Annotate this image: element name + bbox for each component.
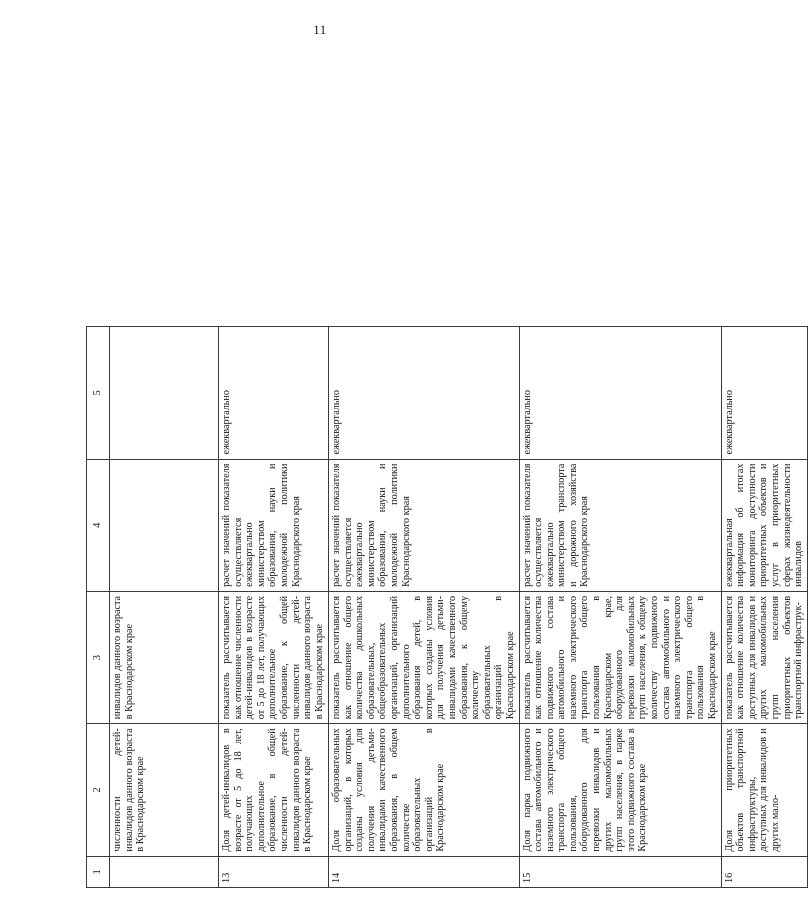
indicator-name: Доля парка подвижного состава автомобильного и наземного электрического транспорта общего пользования, оборудованного для перевозки инвалидов и других маломобильных групп населения, в парке этого подвижного состава в Краснодарском крае (519, 724, 721, 856)
calculation-method: показатель рассчитывается как отношение количества доступных для инвалидов и других маломобильных групп населения приоритетных объектов транспортной инфраструк- (721, 591, 807, 723)
table-row (329, 61, 520, 888)
data-source: расчет значений показателя осуществляется ежеквартально министерством транспорта и дорожного хозяйства Краснодарского края (519, 459, 721, 591)
table-row (721, 61, 807, 888)
periodicity: ежеквартально (329, 327, 520, 459)
periodicity (110, 327, 219, 459)
header-col-4: 4 (87, 459, 110, 591)
row-number: 16 (721, 856, 807, 887)
calculation-method: показатель рассчитывается как отношение количества подвижного состава автомобильного и наземного электрического транспорта общего пользования в Краснодарском крае, оборудованного для перевозки маломобильных групп населения, к общему количеству подвижного состава автомобильного и наземного электрического транспорта общего пользования в Краснодарском крае (519, 591, 721, 723)
row-number: 15 (519, 856, 721, 887)
data-source: расчет значений показателя осуществляется ежеквартально министерством образования, науки и молодежной политики Краснодарского края (329, 459, 520, 591)
data-source: расчет значений показателя осуществляется ежеквартально министерством образования, науки и молодежной политики Краснодарского края (219, 459, 329, 591)
header-col-2: 2 (87, 724, 110, 856)
calculation-method: инвалидов данного возраста в Краснодарском крае (110, 591, 219, 723)
data-source (110, 459, 219, 591)
table-row (110, 61, 219, 888)
indicator-name: Доля приоритетных объектов транспортной инфраструктуры, доступных для инвалидов и других мало- (721, 724, 807, 856)
row-number: 14 (329, 856, 520, 887)
header-col-5: 5 (87, 327, 110, 459)
row-number: 13 (219, 856, 329, 887)
table-row (219, 61, 329, 888)
indicator-name: Доля образовательных организаций, в которых созданы условия для получения детьми-инвалидами качественного образования, в общем количестве образовательных организаций в Краснодарском крае (329, 724, 520, 856)
header-row (87, 61, 110, 888)
indicators-table (86, 60, 808, 888)
calculation-method: показатель рассчитывается как отношение общего количества дошкольных образовательных, общеобразовательных организаций, организаций дополнительного образования детей, в которых созданы условия для получения детьми-инвалидами качественного образования, к общему количеству образовательных организаций в Краснодарском крае (329, 591, 520, 723)
header-col-1: 1 (87, 856, 110, 887)
indicator-name: численности детей-инвалидов данного возраста в Краснодарском крае (110, 724, 219, 856)
table-row (519, 61, 721, 888)
data-source: ежеквартальная информация об итогах мониторинга доступности приоритетных объектов и услуг в приоритетных сферах жизнедеятельности инвалидов (721, 459, 807, 591)
table-rotated-container (86, 60, 805, 888)
indicator-name: Доля детей-инвалидов в возрасте от 5 до 18 лет, получающих дополнительное образование, в общей численности детей-инвалидов данного возраста в Краснодарском крае (219, 724, 329, 856)
header-col-3: 3 (87, 591, 110, 723)
periodicity: ежеквартально (219, 327, 329, 459)
row-number (110, 856, 219, 887)
page-number: 11 (313, 22, 327, 37)
periodicity: ежеквартально (519, 327, 721, 459)
calculation-method: показатель рассчитывается как отношение численности детей-инвалидов в возрасте от 5 до 18 лет, получающих дополнительное образование, к общей численности детей-инвалидов данного возраста в Краснодарском крае (219, 591, 329, 723)
periodicity: ежеквартально (721, 327, 807, 459)
